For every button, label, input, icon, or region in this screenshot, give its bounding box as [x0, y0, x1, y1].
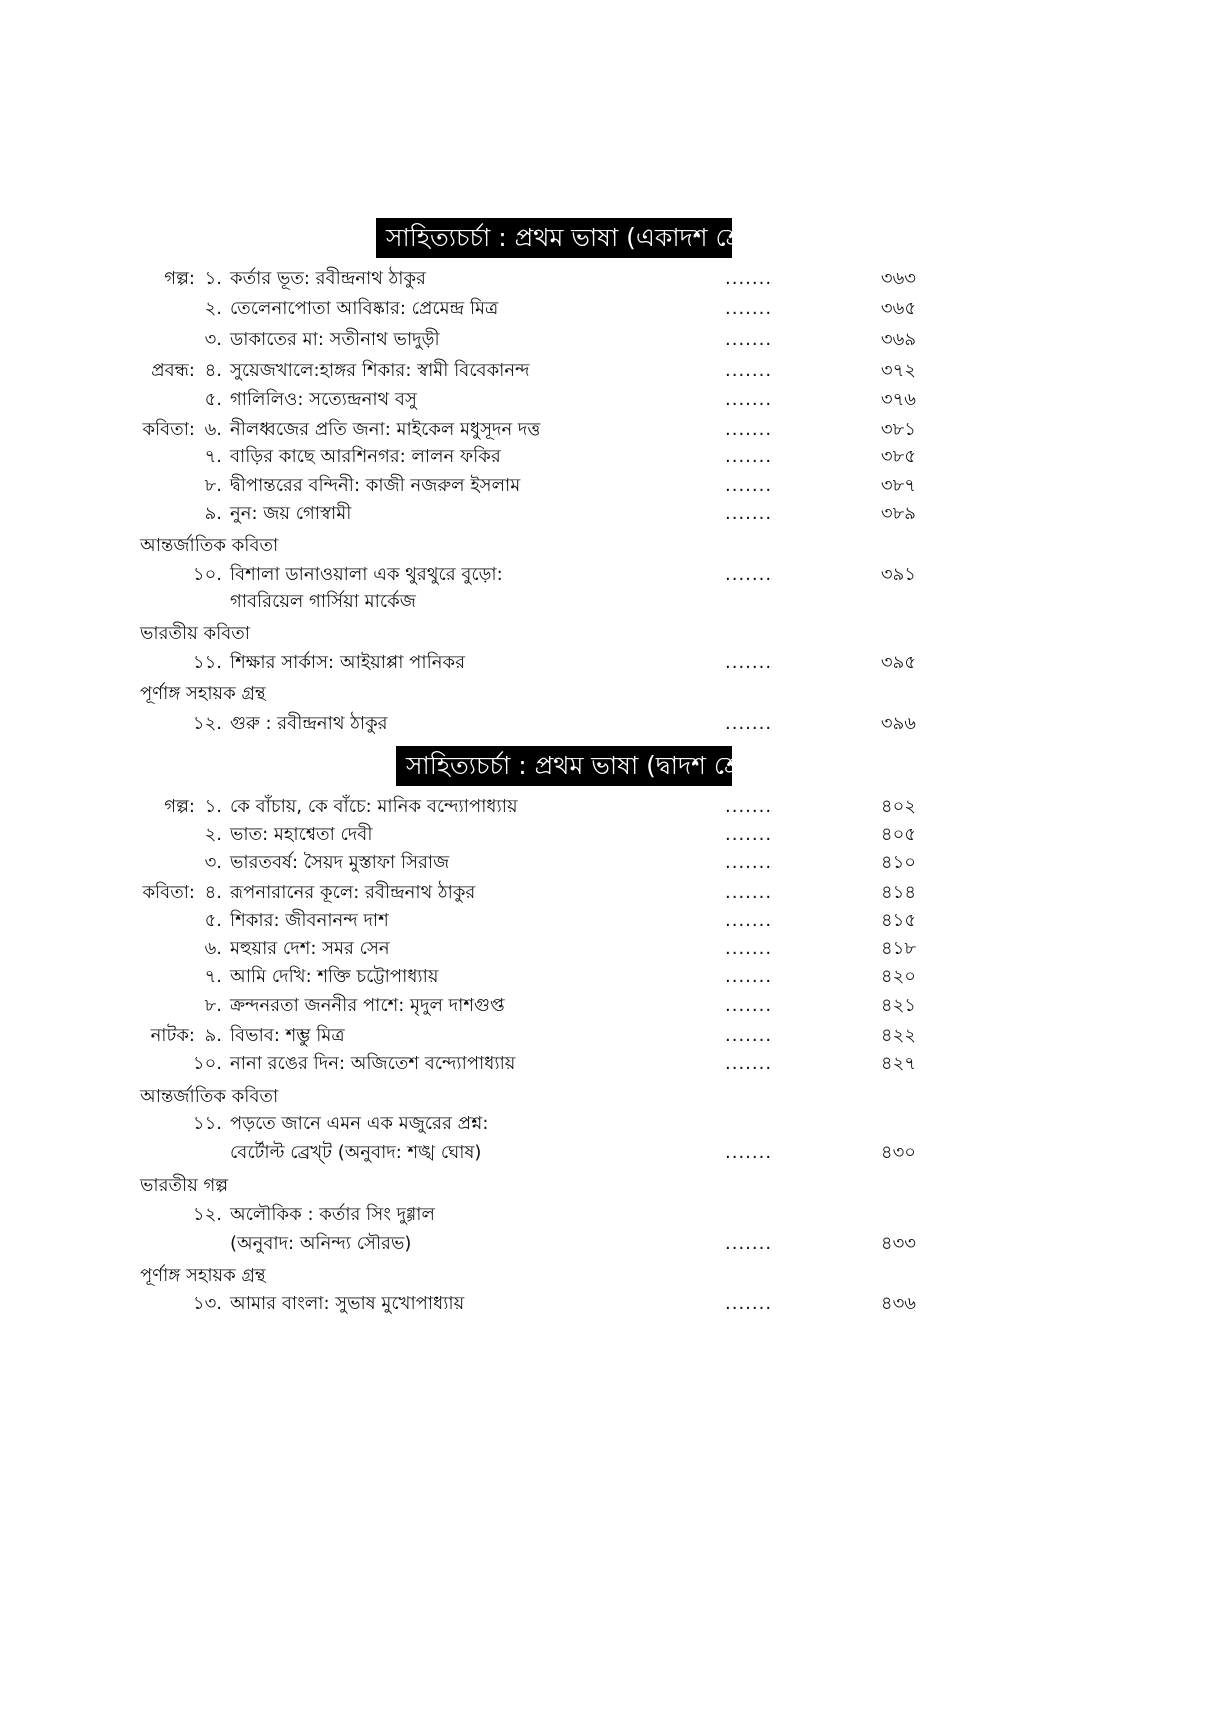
group-label: ভারতীয় কবিতা	[140, 623, 250, 644]
toc-entry	[0, 993, 1214, 1019]
dot-leader: .......	[725, 938, 773, 959]
dot-leader: .......	[725, 564, 773, 585]
dot-leader: .......	[725, 966, 773, 987]
toc-entry	[0, 473, 1214, 499]
entry-number: ৬.	[204, 419, 222, 440]
toc-entry	[0, 650, 1214, 676]
toc-entry	[0, 589, 1214, 615]
toc-entry	[0, 444, 1214, 470]
page-number: ৩৯১	[880, 564, 916, 585]
dot-leader: .......	[725, 389, 773, 410]
toc-entry	[0, 266, 1214, 292]
toc-entry	[0, 417, 1214, 443]
dot-leader: .......	[725, 446, 773, 467]
entry-title: ডাকাতের মা: সতীনাথ ভাদুড়ী	[230, 329, 440, 350]
dot-leader: .......	[725, 1142, 773, 1163]
entry-title: অলৌকিক : কর্তার সিং দুগ্গাল	[230, 1204, 435, 1225]
page-number: ৪২০	[880, 966, 916, 987]
page-number: ৪১৪	[880, 882, 916, 903]
page-number: ৪২৭	[880, 1053, 916, 1074]
entry-title: কে বাঁচায়, কে বাঁচে: মানিক বন্দ্যোপাধ্যায়	[230, 796, 518, 817]
entry-number: ৮.	[204, 475, 222, 496]
entry-number: ৭.	[204, 446, 222, 467]
page-number: ৪৩৬	[880, 1293, 916, 1314]
entry-title: শিকার: জীবনানন্দ দাশ	[230, 910, 389, 931]
page-number: ৩৮৭	[880, 475, 916, 496]
group-label: ভারতীয় গল্প	[140, 1175, 229, 1196]
toc-entry	[0, 964, 1214, 990]
entry-title: কর্তার ভূত: রবীন্দ্রনাথ ঠাকুর	[230, 268, 426, 289]
entry-number: ১৩.	[192, 1293, 222, 1314]
group-label: আন্তর্জাতিক কবিতা	[140, 1086, 279, 1107]
toc-entry	[0, 1051, 1214, 1077]
dot-leader: .......	[725, 910, 773, 931]
entry-number: ৫.	[204, 389, 222, 410]
toc-entry	[0, 387, 1214, 413]
page-number: ৩৬৫	[880, 298, 916, 319]
dot-leader: .......	[725, 882, 773, 903]
page-number: ৪১৮	[880, 938, 916, 959]
group-heading-row	[0, 1084, 1214, 1110]
group-label: আন্তর্জাতিক কবিতা	[140, 535, 279, 556]
page-number: ৪০৫	[880, 824, 916, 845]
page-number: ৪৩৩	[880, 1233, 916, 1254]
toc-entry	[0, 1231, 1214, 1257]
entry-number: ৮.	[204, 995, 222, 1016]
page-number: ৪৩০	[880, 1142, 916, 1163]
entry-title: ভাত: মহাশ্বেতা দেবী	[230, 824, 373, 845]
page-number: ৩৬৩	[880, 268, 916, 289]
group-heading-row	[0, 681, 1214, 707]
entry-title: আমার বাংলা: সুভাষ মুখোপাধ্যায়	[230, 1293, 465, 1314]
entry-title: বাড়ির কাছে আরশিনগর: লালন ফকির	[230, 446, 501, 467]
page-number: ৩৯৫	[880, 652, 916, 673]
toc-entry	[0, 327, 1214, 353]
group-heading-row	[0, 621, 1214, 647]
entry-number: ৯.	[204, 1025, 222, 1046]
entry-title: পড়তে জানে এমন এক মজুরের প্রশ্ন:	[230, 1113, 489, 1134]
dot-leader: .......	[725, 852, 773, 873]
category-label: প্রবন্ধ:	[151, 360, 195, 381]
entry-number: ১১.	[192, 652, 222, 673]
toc-entry	[0, 822, 1214, 848]
entry-number: ১১.	[192, 1113, 222, 1134]
toc-entry	[0, 296, 1214, 322]
entry-title: গালিলিও: সত্যেন্দ্রনাথ বসু	[230, 389, 417, 410]
toc-entry	[0, 711, 1214, 737]
page-number: ৩৯৬	[880, 713, 916, 734]
dot-leader: .......	[725, 503, 773, 524]
section-heading: সাহিত্যচর্চা : প্রথম ভাষা (দ্বাদশ শ্রেণি)	[396, 746, 732, 786]
dot-leader: .......	[725, 419, 773, 440]
entry-title: মহুয়ার দেশ: সমর সেন	[230, 938, 390, 959]
page-number: ৪২২	[880, 1025, 916, 1046]
toc-entry	[0, 794, 1214, 820]
entry-title: সুয়েজখালে:হাঙ্গর শিকার: স্বামী বিবেকানন্দ	[230, 360, 530, 381]
dot-leader: .......	[725, 268, 773, 289]
entry-title: (অনুবাদ: অনিন্দ্য সৌরভ)	[230, 1233, 412, 1254]
dot-leader: .......	[725, 1025, 773, 1046]
toc-entry	[0, 1023, 1214, 1049]
entry-number: ৫.	[204, 910, 222, 931]
category-label: নাটক:	[150, 1025, 195, 1046]
category-label: কবিতা:	[142, 882, 195, 903]
entry-number: ৯.	[204, 503, 222, 524]
entry-number: ১০.	[192, 1053, 222, 1074]
entry-number: ২.	[204, 298, 222, 319]
toc-entry	[0, 936, 1214, 962]
toc-entry	[0, 908, 1214, 934]
entry-title: নুন: জয় গোস্বামী	[230, 503, 352, 524]
category-label: গল্প:	[164, 796, 195, 817]
page-number: ৪১০	[880, 852, 916, 873]
entry-title: রূপনারানের কূলে: রবীন্দ্রনাথ ঠাকুর	[230, 882, 476, 903]
toc-entry	[0, 880, 1214, 906]
group-heading-row	[0, 533, 1214, 559]
entry-number: ১০.	[192, 564, 222, 585]
dot-leader: .......	[725, 652, 773, 673]
page-number: ৩৮১	[880, 419, 916, 440]
entry-number: ১২.	[192, 1204, 222, 1225]
page-number: ৪০২	[880, 796, 916, 817]
entry-title: তেলেনাপোতা আবিষ্কার: প্রেমেন্দ্র মিত্র	[230, 298, 499, 319]
entry-title: বিভাব: শম্ভু মিত্র	[230, 1025, 345, 1046]
entry-number: ৬.	[204, 938, 222, 959]
entry-title: ভারতবর্ষ: সৈয়দ মুস্তাফা সিরাজ	[230, 852, 450, 873]
entry-number: ৪.	[204, 360, 222, 381]
section-heading: সাহিত্যচর্চা : প্রথম ভাষা (একাদশ শ্রেণি)	[376, 218, 732, 258]
entry-title: গাবরিয়েল গার্সিয়া মার্কেজ	[230, 591, 416, 612]
entry-number: ১২.	[192, 713, 222, 734]
page-number: ৩৮৯	[880, 503, 916, 524]
page-number: ৩৭২	[880, 360, 916, 381]
page-number: ৪১৫	[880, 910, 916, 931]
dot-leader: .......	[725, 360, 773, 381]
page-number: ৪২১	[880, 995, 916, 1016]
entry-number: ১.	[204, 796, 222, 817]
entry-title: বের্টোল্ট ব্রেখ্ট (অনুবাদ: শঙ্খ ঘোষ)	[230, 1142, 482, 1163]
dot-leader: .......	[725, 329, 773, 350]
dot-leader: .......	[725, 1053, 773, 1074]
dot-leader: .......	[725, 1233, 773, 1254]
toc-entry	[0, 1111, 1214, 1137]
dot-leader: .......	[725, 995, 773, 1016]
entry-title: নানা রঙের দিন: অজিতেশ বন্দ্যোপাধ্যায়	[230, 1053, 516, 1074]
entry-number: ৭.	[204, 966, 222, 987]
entry-title: দ্বীপান্তরের বন্দিনী: কাজী নজরুল ইসলাম	[230, 475, 521, 496]
toc-entry	[0, 850, 1214, 876]
entry-title: আমি দেখি: শক্তি চট্টোপাধ্যায়	[230, 966, 439, 987]
dot-leader: .......	[725, 1293, 773, 1314]
entry-title: বিশালা ডানাওয়ালা এক থুরথুরে বুড়ো:	[230, 564, 503, 585]
page-number: ৩৮৫	[880, 446, 916, 467]
category-label: কবিতা:	[142, 419, 195, 440]
group-heading-row	[0, 1173, 1214, 1199]
toc-entry	[0, 358, 1214, 384]
entry-title: গুরু : রবীন্দ্রনাথ ঠাকুর	[230, 713, 388, 734]
group-label: পূর্ণাঙ্গ সহায়ক গ্রন্থ	[140, 1265, 266, 1286]
toc-entry	[0, 1140, 1214, 1166]
entry-title: নীলধ্বজের প্রতি জনা: মাইকেল মধুসূদন দত্ত	[230, 419, 541, 440]
group-label: পূর্ণাঙ্গ সহায়ক গ্রন্থ	[140, 683, 266, 704]
entry-number: ৪.	[204, 882, 222, 903]
entry-title: শিক্ষার সার্কাস: আইয়াপ্পা পানিকর	[230, 652, 465, 673]
toc-entry	[0, 562, 1214, 588]
group-heading-row	[0, 1263, 1214, 1289]
dot-leader: .......	[725, 475, 773, 496]
page-number: ৩৭৬	[880, 389, 916, 410]
toc-entry	[0, 1291, 1214, 1317]
category-label: গল্প:	[164, 268, 195, 289]
entry-number: ৩.	[204, 852, 222, 873]
entry-number: ২.	[204, 824, 222, 845]
entry-title: ক্রন্দনরতা জননীর পাশে: মৃদুল দাশগুপ্ত	[230, 995, 505, 1016]
dot-leader: .......	[725, 796, 773, 817]
toc-entry	[0, 1202, 1214, 1228]
toc-entry	[0, 501, 1214, 527]
entry-number: ৩.	[204, 329, 222, 350]
dot-leader: .......	[725, 824, 773, 845]
entry-number: ১.	[204, 268, 222, 289]
page-number: ৩৬৯	[880, 329, 916, 350]
dot-leader: .......	[725, 298, 773, 319]
dot-leader: .......	[725, 713, 773, 734]
